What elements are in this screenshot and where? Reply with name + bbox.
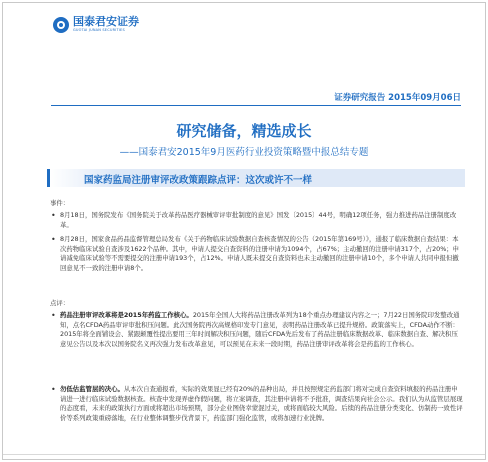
comment-lead: 药品注册审评改革将是2015年药监工作核心。 [60,311,193,319]
bullet-dot-icon: • [51,211,56,220]
section-banner [47,169,465,187]
event-text: 8月28日，国家食品药品监督管理总局发布《关于药物临床试验数据自查核查情况的公告（2015年第169号）》，通报了临床数据自查结果：本次药物临床试验自查涉及1622个品种。其中，申请人提交自查资料的注册申请为1094个，占67%；主动撤回的注册申请317个，占20%；申请减免临床试验等不需要提交的注册申请193个，占12%。申请人既未提交自查资料也未主动撤回的注册申请10个，多个申请人共同申报但撤回意见不一致的注册申请8个。 [60,235,460,272]
report-title: 研究储备，精选成长 [176,122,312,140]
brand-logo [53,16,139,33]
brand-logo-icon [53,17,69,33]
event-text: 8月18日，国务院发布《国务院关于改革药品医疗器械审评审批制度的意见》国发〔2015〕44号，明确12项任务，强力推进药品注册制度改革。 [60,211,457,229]
header-divider [51,105,461,106]
section-banner-title: 国家药监局注册审评改政策跟踪点评：这次或许不一样 [84,175,313,186]
bullet-dot-icon: • [51,385,56,394]
brand-name-cn: 国泰君安证券 [73,15,139,28]
footer-divider [3,454,485,455]
comment-item [50,311,463,349]
comments-label: 点评： [50,299,70,307]
report-subtitle: ——国泰君安2015年9月医药行业投资策略暨中报总结专题 [119,147,369,158]
comment-lead: 勿低估监管层的决心。 [60,385,124,393]
bullet-dot-icon: • [51,235,56,244]
brand-name-en: GUOTAI JUNAN SECURITIES [73,28,125,32]
event-item [50,211,463,230]
comment-text: 从本次自查通报看，实际的效果显已经有20%的品种出局，并且按照规定药监部门将对完成自查资料填报的药品注册申请进一进行临床试验数据核查。核查中发现弄虚作假问题，将立案调查，其注册申请将不予批准，调查结果向社会公示。我们认为从监管层展现的态度看，未来的政策执行方面或将超出市场预期，部分企业图侥幸蒙混过关，或将面临较大风险。后续的药品注册分类变化、仿制药一致性评价等系列政策重磅落地，在行业整体调整步伐背景下，药监部门强化监管，或将加速行业洗牌。 [60,385,463,422]
event-item [50,235,463,273]
comment-text: 2015年全国人大将药品注册改革列为18个重点办理建议内容之一；7月22日国务院印发整改通知，点名CFDA药品审评审批积压问题。此次国务院再次高规格印发专门意见，表明药品注册改革已提升规格。政策落实上，CFDA动作不断：2015年将全面铺设会、紧跟颠覆性提出要用三年时间解决积压问题，随后CFDA先后发布了药品注册临床数据改革、临床数据自查、解决积压意见公告以及本次以国务院名义再次强力发布改革意见，可以预见在未来一段时期，药品注册审评改革将会是药监的工作核心。 [60,311,460,348]
report-date: 证券研究报告 2015年09月06日 [334,93,461,103]
bullet-dot-icon: • [51,311,56,320]
report-page [2,2,486,460]
comment-item [50,385,463,423]
events-label: 事件： [50,199,70,207]
